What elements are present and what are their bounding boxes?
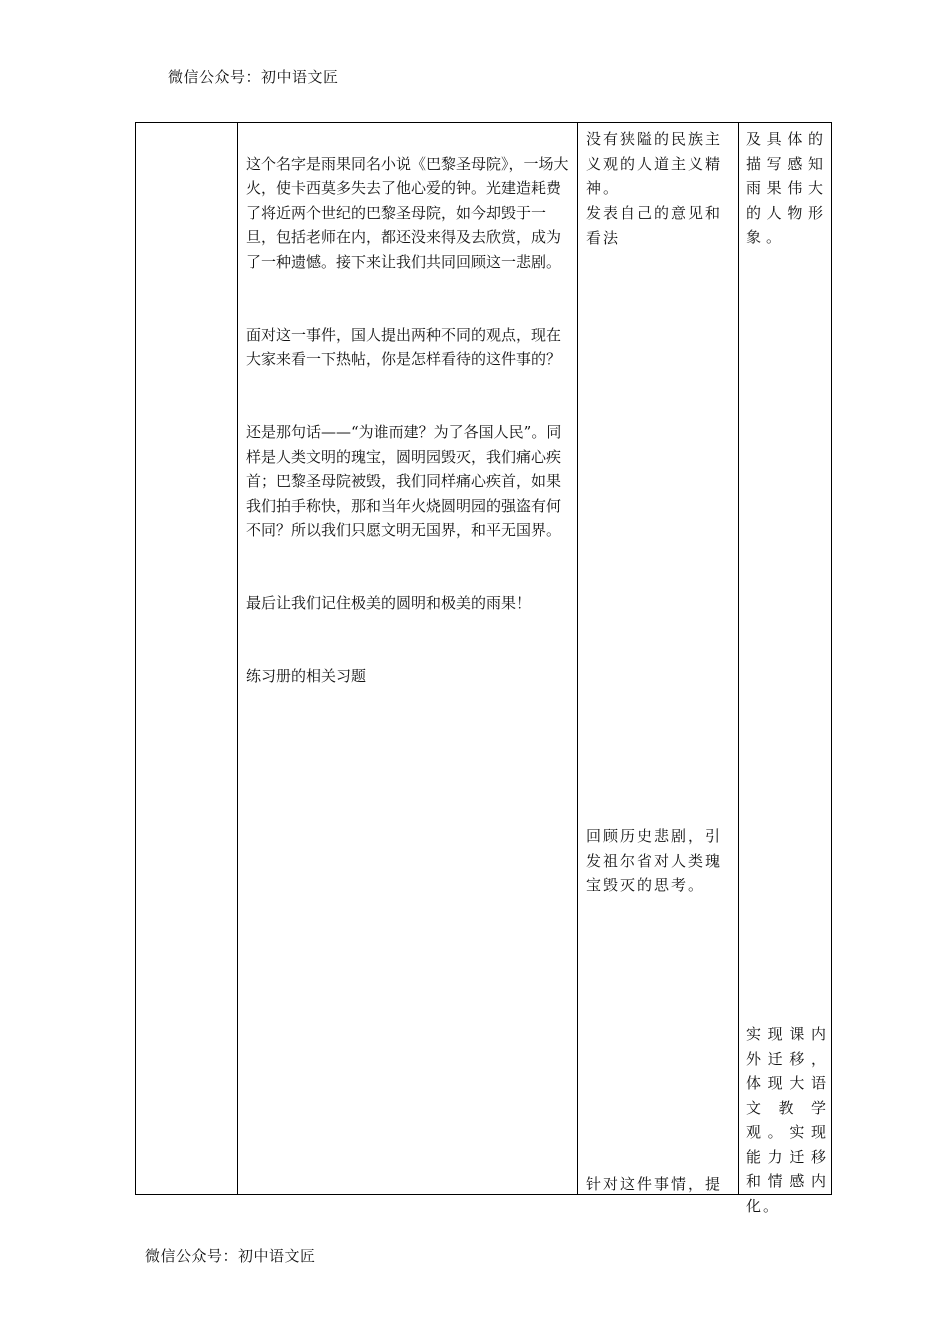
lesson-plan-table [135, 122, 832, 1215]
footer-wechat-note: 微信公众号：初中语文匠 [145, 1247, 316, 1265]
teaching-process-cell [246, 127, 571, 737]
student-activity-2: 发表自己的意见和看法 [586, 204, 723, 247]
process-paragraph-4: 最后让我们记住极美的圆明和极美的雨果！ [246, 594, 532, 612]
design-intent-2: 实现课内外迁移，体现大语文教学观。实现能力迁移和情感内化。 [746, 1025, 828, 1215]
student-activity-3: 回顾历史悲剧，引发祖尔省对人类瑰宝毁灭的思考。 [586, 827, 723, 894]
column-divider-3 [738, 123, 739, 1194]
column-divider-1 [237, 123, 238, 1194]
process-paragraph-3: 还是那句话——“为谁而建？为了各国人民”。同样是人类文明的瑰宝，圆明园毁灭，我们痛心疾首；巴黎圣母院被毁，我们同样痛心疾首，如果我们拍手称快，那和当年火烧圆明园的强盗有何不同？所以我们只愿文明无国界，和平无国界。 [246, 423, 562, 539]
process-paragraph-5: 练习册的相关习题 [246, 667, 367, 685]
student-activity-1: 没有狭隘的民族主义观的人道主义精神。 [586, 130, 723, 197]
header-wechat-note: 微信公众号：初中语文匠 [168, 68, 339, 86]
student-activity-4: 针对这件事情，提 [586, 1175, 723, 1193]
column-divider-2 [577, 123, 578, 1194]
process-paragraph-1: 这个名字是雨果同名小说《巴黎圣母院》，一场大火，使卡西莫多失去了他心爱的钟。光建造耗费了将近两个世纪的巴黎圣母院，如今却毁于一旦，包括老师在内，都还没来得及去欣赏，成为了一种遗憾。接下来让我们共同回顾这一悲剧。 [246, 154, 569, 271]
process-paragraph-2: 面对这一事件，国人提出两种不同的观点，现在大家来看一下热帖，你是怎样看待的这件事的？ [246, 325, 562, 368]
design-intent-1: 及具体的描写感知雨果伟大的人物形象。 [746, 130, 828, 246]
